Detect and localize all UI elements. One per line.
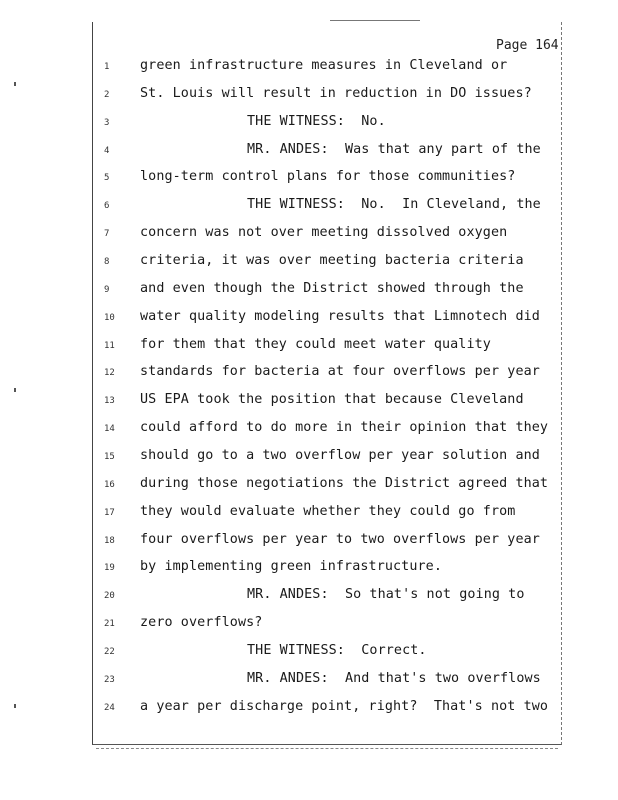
- line-number: 13: [104, 396, 115, 407]
- line-number: 9: [104, 284, 110, 295]
- line-text: THE WITNESS: Correct.: [247, 642, 427, 658]
- line-number: 4: [104, 145, 110, 156]
- line-text: they would evaluate whether they could go from: [140, 503, 516, 519]
- line-number: 22: [104, 646, 115, 657]
- transcript-line: [0, 476, 618, 498]
- transcript-line: [0, 253, 618, 275]
- line-text: MR. ANDES: So that's not going to: [247, 587, 525, 603]
- line-text: US EPA took the position that because Cleveland: [140, 392, 524, 408]
- transcript-line: [0, 559, 618, 581]
- line-text: THE WITNESS: No. In Cleveland, the: [247, 197, 541, 213]
- transcript-line: [0, 420, 618, 442]
- line-number: 20: [104, 591, 115, 602]
- transcript-line: [0, 532, 618, 554]
- line-number: 23: [104, 674, 115, 685]
- transcript-line: [0, 392, 618, 414]
- transcript-line: [0, 643, 618, 665]
- line-number: 7: [104, 229, 110, 240]
- line-number: 3: [104, 117, 110, 128]
- line-text: long-term control plans for those communities?: [140, 169, 516, 185]
- line-number: 19: [104, 563, 115, 574]
- line-text: St. Louis will result in reduction in DO issues?: [140, 85, 532, 101]
- line-text: green infrastructure measures in Cleveland or: [140, 58, 508, 73]
- transcript-line: [0, 587, 618, 609]
- line-text: should go to a two overflow per year solution and: [140, 447, 540, 463]
- line-number: 8: [104, 257, 110, 267]
- line-number: 24: [104, 702, 115, 713]
- line-number: 5: [104, 173, 110, 184]
- page-number: Page 164: [496, 38, 559, 53]
- transcript-line: [0, 58, 618, 80]
- line-text: standards for bacteria at four overflows per year: [140, 364, 540, 380]
- transcript-line: [0, 86, 618, 108]
- line-text: THE WITNESS: No.: [247, 113, 386, 129]
- line-text: MR. ANDES: Was that any part of the: [247, 141, 541, 157]
- transcript-line: [0, 448, 618, 470]
- line-number: 14: [104, 424, 115, 435]
- line-text: a year per discharge point, right? That's not two: [140, 698, 549, 714]
- line-text: criteria, it was over meeting bacteria criteria: [140, 253, 524, 268]
- line-number: 10: [104, 312, 115, 323]
- line-number: 12: [104, 368, 115, 379]
- transcript-line: [0, 364, 618, 386]
- transcript-line: [0, 699, 618, 721]
- line-text: could afford to do more in their opinion that they: [140, 420, 549, 436]
- line-text: for them that they could meet water quality: [140, 336, 491, 352]
- transcript-line: [0, 615, 618, 637]
- line-number: 18: [104, 535, 115, 546]
- line-number: 1: [104, 62, 110, 72]
- line-number: 21: [104, 619, 115, 629]
- line-text: zero overflows?: [140, 615, 263, 630]
- transcript-line: [0, 225, 618, 247]
- line-text: concern was not over meeting dissolved oxygen: [140, 225, 508, 241]
- transcript-line: [0, 504, 618, 526]
- line-text: four overflows per year to two overflows per year: [140, 531, 540, 547]
- transcript-line: [0, 281, 618, 303]
- line-number: 16: [104, 479, 115, 490]
- transcript-line: [0, 142, 618, 164]
- transcript-line: [0, 114, 618, 136]
- line-number: 15: [104, 451, 115, 462]
- line-text: MR. ANDES: And that's two overflows: [247, 670, 541, 686]
- transcript-line: [0, 671, 618, 693]
- line-number: 11: [104, 340, 115, 351]
- transcript-line: [0, 309, 618, 331]
- transcript-line: [0, 169, 618, 191]
- line-text: during those negotiations the District agreed that: [140, 475, 549, 491]
- transcript-line: [0, 337, 618, 359]
- line-number: 17: [104, 507, 115, 518]
- line-number: 6: [104, 201, 110, 212]
- line-text: water quality modeling results that Limnotech did: [140, 308, 540, 324]
- line-text: by implementing green infrastructure.: [140, 559, 442, 575]
- line-text: and even though the District showed through the: [140, 280, 524, 296]
- line-number: 2: [104, 89, 110, 100]
- transcript-line: [0, 197, 618, 219]
